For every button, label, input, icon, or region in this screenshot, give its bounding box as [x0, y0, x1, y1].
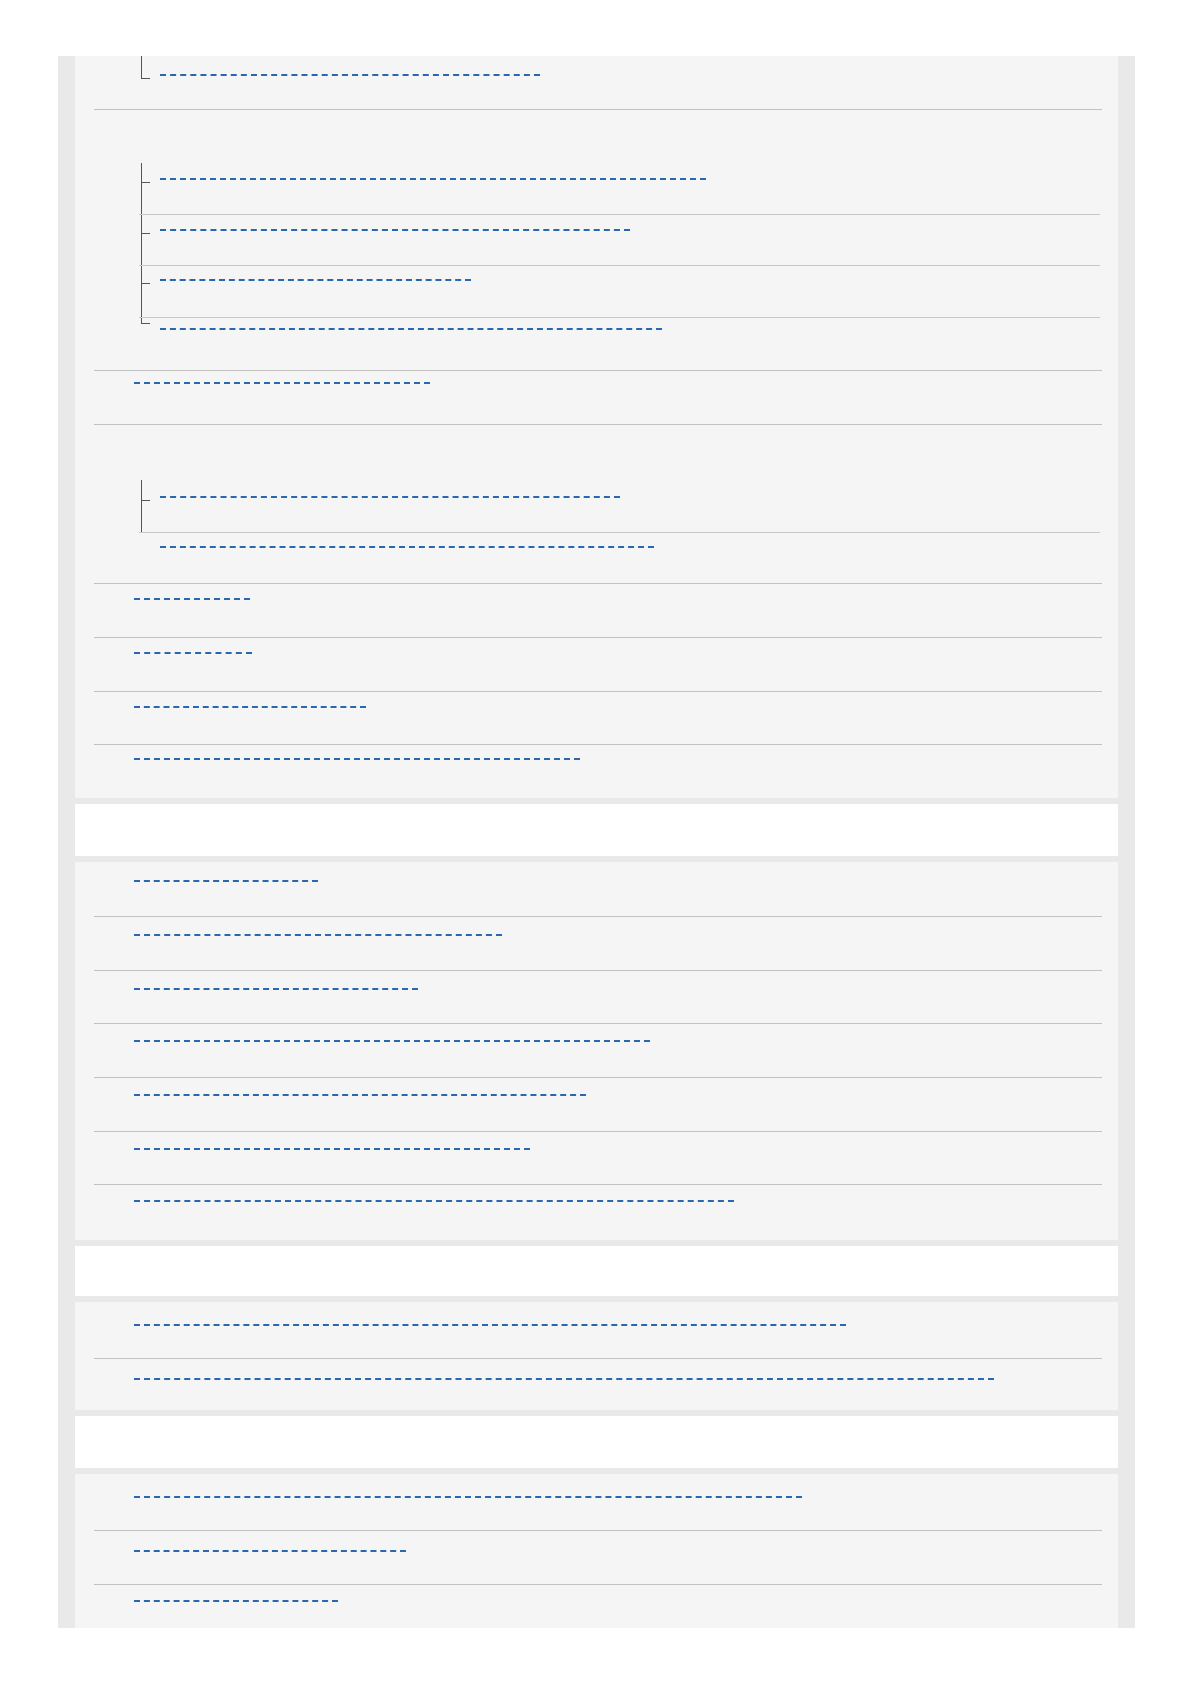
toc-item-link[interactable] — [134, 756, 580, 760]
section-heading-band — [75, 1246, 1118, 1296]
toc-item-link[interactable] — [134, 704, 366, 708]
toc-divider — [94, 970, 1102, 971]
toc-item-link[interactable] — [134, 1598, 338, 1602]
tree-branch — [141, 78, 150, 79]
toc-subitem-link[interactable] — [160, 544, 654, 548]
toc-subitem-link[interactable] — [160, 494, 620, 498]
toc-item-link[interactable] — [134, 986, 418, 990]
toc-divider — [94, 583, 1102, 584]
toc-item-link[interactable] — [134, 1146, 530, 1150]
toc-divider — [94, 1358, 1102, 1359]
toc-divider — [94, 916, 1102, 917]
tree-branch — [141, 233, 150, 234]
toc-subitem-link[interactable] — [160, 176, 706, 180]
toc-item-link[interactable] — [134, 1376, 994, 1380]
section-heading-band — [75, 804, 1118, 856]
tree-line — [141, 480, 142, 532]
toc-divider — [94, 1184, 1102, 1185]
toc-item-link[interactable] — [134, 650, 252, 654]
tree-branch — [141, 283, 150, 284]
toc-divider — [94, 1530, 1102, 1531]
toc-item-link[interactable] — [134, 1322, 846, 1326]
toc-subdivider — [139, 317, 1100, 318]
toc-subitem-link[interactable] — [160, 72, 540, 76]
toc-item-link[interactable] — [134, 1038, 650, 1042]
toc-divider — [94, 370, 1102, 371]
section-heading-band — [75, 1416, 1118, 1468]
tree-branch — [141, 182, 150, 183]
toc-item-link[interactable] — [134, 1548, 406, 1552]
toc-divider — [94, 691, 1102, 692]
toc-section-3 — [75, 1302, 1118, 1410]
tree-branch — [141, 323, 150, 324]
toc-divider — [94, 744, 1102, 745]
toc-subdivider — [139, 532, 1100, 533]
toc-subitem-link[interactable] — [160, 326, 662, 330]
toc-divider — [94, 1023, 1102, 1024]
tree-line — [141, 163, 142, 323]
toc-item-link[interactable] — [134, 878, 318, 882]
toc-item-link[interactable] — [134, 1198, 734, 1202]
contents-frame — [58, 56, 1135, 1628]
toc-divider — [94, 1131, 1102, 1132]
toc-section-4 — [75, 1474, 1118, 1628]
toc-item-link[interactable] — [134, 380, 430, 384]
toc-divider — [94, 1584, 1102, 1585]
toc-section-2 — [75, 862, 1118, 1240]
toc-divider — [94, 424, 1102, 425]
toc-item-link[interactable] — [134, 1494, 802, 1498]
toc-subdivider — [139, 214, 1100, 215]
tree-branch — [141, 500, 150, 501]
toc-subdivider — [139, 265, 1100, 266]
toc-section-1 — [75, 56, 1118, 798]
toc-subitem-link[interactable] — [160, 277, 471, 281]
toc-divider — [94, 1077, 1102, 1078]
toc-subitem-link[interactable] — [160, 227, 630, 231]
toc-item-link[interactable] — [134, 1092, 586, 1096]
toc-divider — [94, 109, 1102, 110]
toc-item-link[interactable] — [134, 596, 250, 600]
toc-item-link[interactable] — [134, 932, 502, 936]
toc-divider — [94, 637, 1102, 638]
tree-line — [141, 56, 142, 78]
